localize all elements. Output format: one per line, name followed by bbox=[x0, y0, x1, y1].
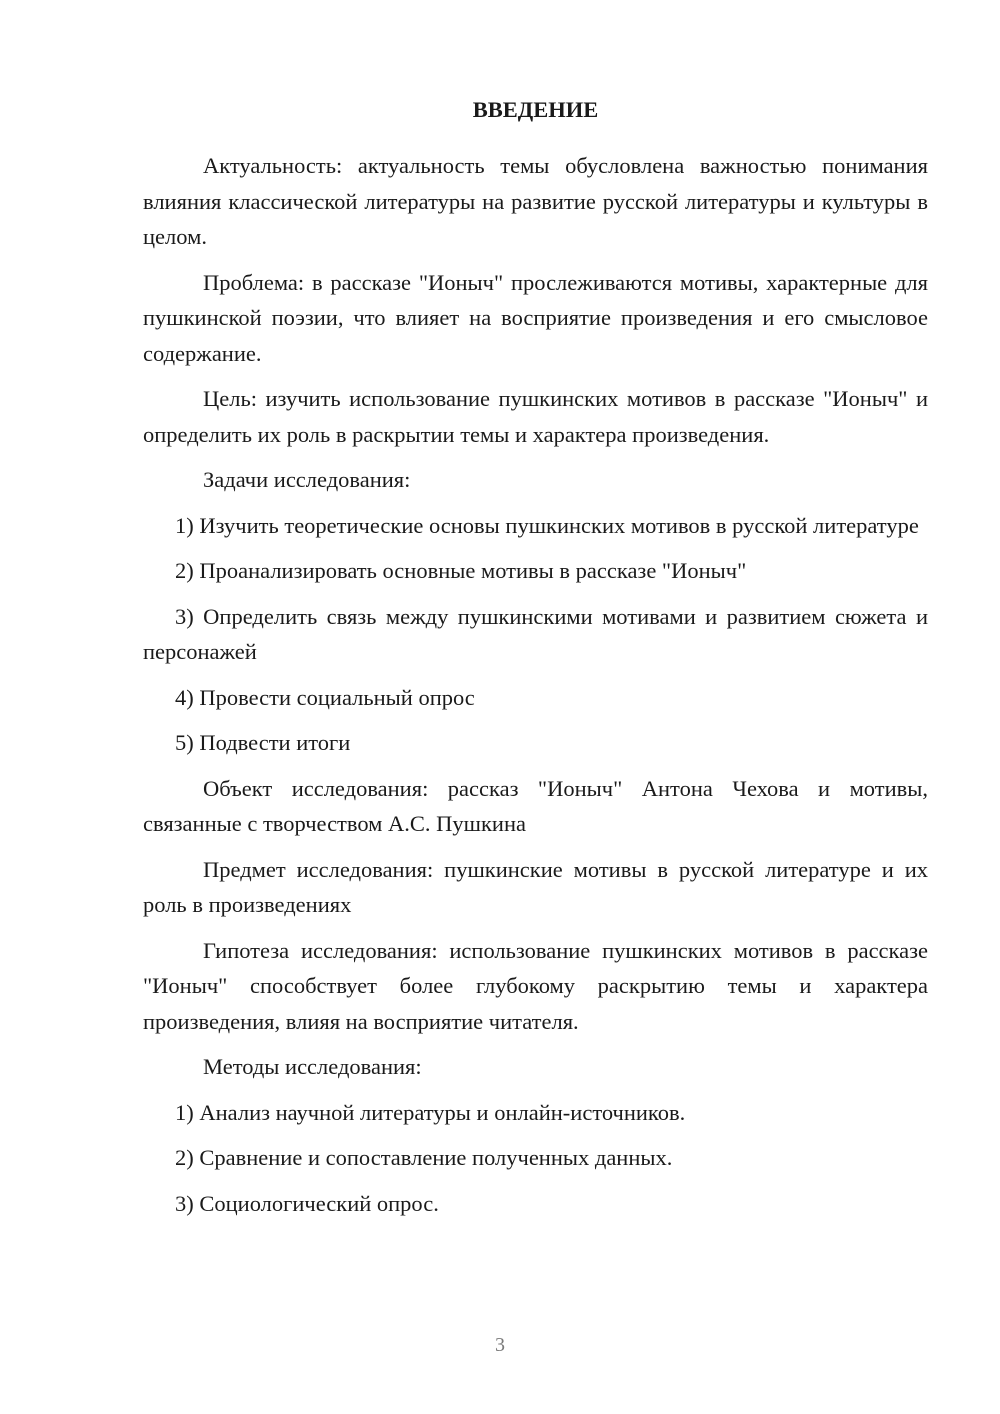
problem-paragraph: Проблема: в рассказе "Ионыч" прослеживаются мотивы, характерные для пушкинской поэзии, что влияет на восприятие произведения и его смысловое содержание. bbox=[143, 269, 928, 366]
method-item-2: 2) Сравнение и сопоставление полученных данных. bbox=[175, 1145, 673, 1170]
task-item-2: 2) Проанализировать основные мотивы в рассказе "Ионыч" bbox=[175, 558, 747, 583]
subject-paragraph: Предмет исследования: пушкинские мотивы в русской литературе и их роль в произведениях bbox=[143, 856, 928, 917]
task-item-5: 5) Подвести итоги bbox=[175, 730, 351, 755]
object-paragraph: Объект исследования: рассказ "Ионыч" Антона Чехова и мотивы, связанные с творчеством А.С. Пушкина bbox=[143, 775, 928, 836]
method-item-1: 1) Анализ научной литературы и онлайн-источников. bbox=[175, 1099, 686, 1125]
hypothesis-paragraph: Гипотеза исследования: использование пушкинских мотивов в рассказе "Ионыч" способствует более глубокому раскрытию темы и характера произведения, влияя на восприятие читателя. bbox=[143, 937, 928, 1034]
tasks-heading: Задачи исследования: bbox=[203, 467, 411, 492]
methods-heading: Методы исследования: bbox=[203, 1054, 422, 1079]
goal-paragraph: Цель: изучить использование пушкинских мотивов в рассказе "Ионыч" и определить их роль в раскрытии темы и характера произведения. bbox=[143, 386, 928, 447]
method-item-3: 3) Социологический опрос. bbox=[175, 1190, 439, 1216]
relevance-paragraph: Актуальность: актуальность темы обусловлена важностью понимания влияния классической литературы на развитие русской литературы и культуры в целом. bbox=[143, 153, 928, 249]
task-item-3: 3) Определить связь между пушкинскими мотивами и развитием сюжета и персонажей bbox=[143, 603, 928, 664]
page-number: 3 bbox=[495, 1334, 505, 1356]
page-title: ВВЕДЕНИЕ bbox=[472, 97, 599, 122]
task-item-4: 4) Провести социальный опрос bbox=[175, 684, 475, 710]
document-page bbox=[143, 92, 928, 1231]
task-item-1: 1) Изучить теоретические основы пушкинских мотивов в русской литературе bbox=[175, 512, 919, 538]
